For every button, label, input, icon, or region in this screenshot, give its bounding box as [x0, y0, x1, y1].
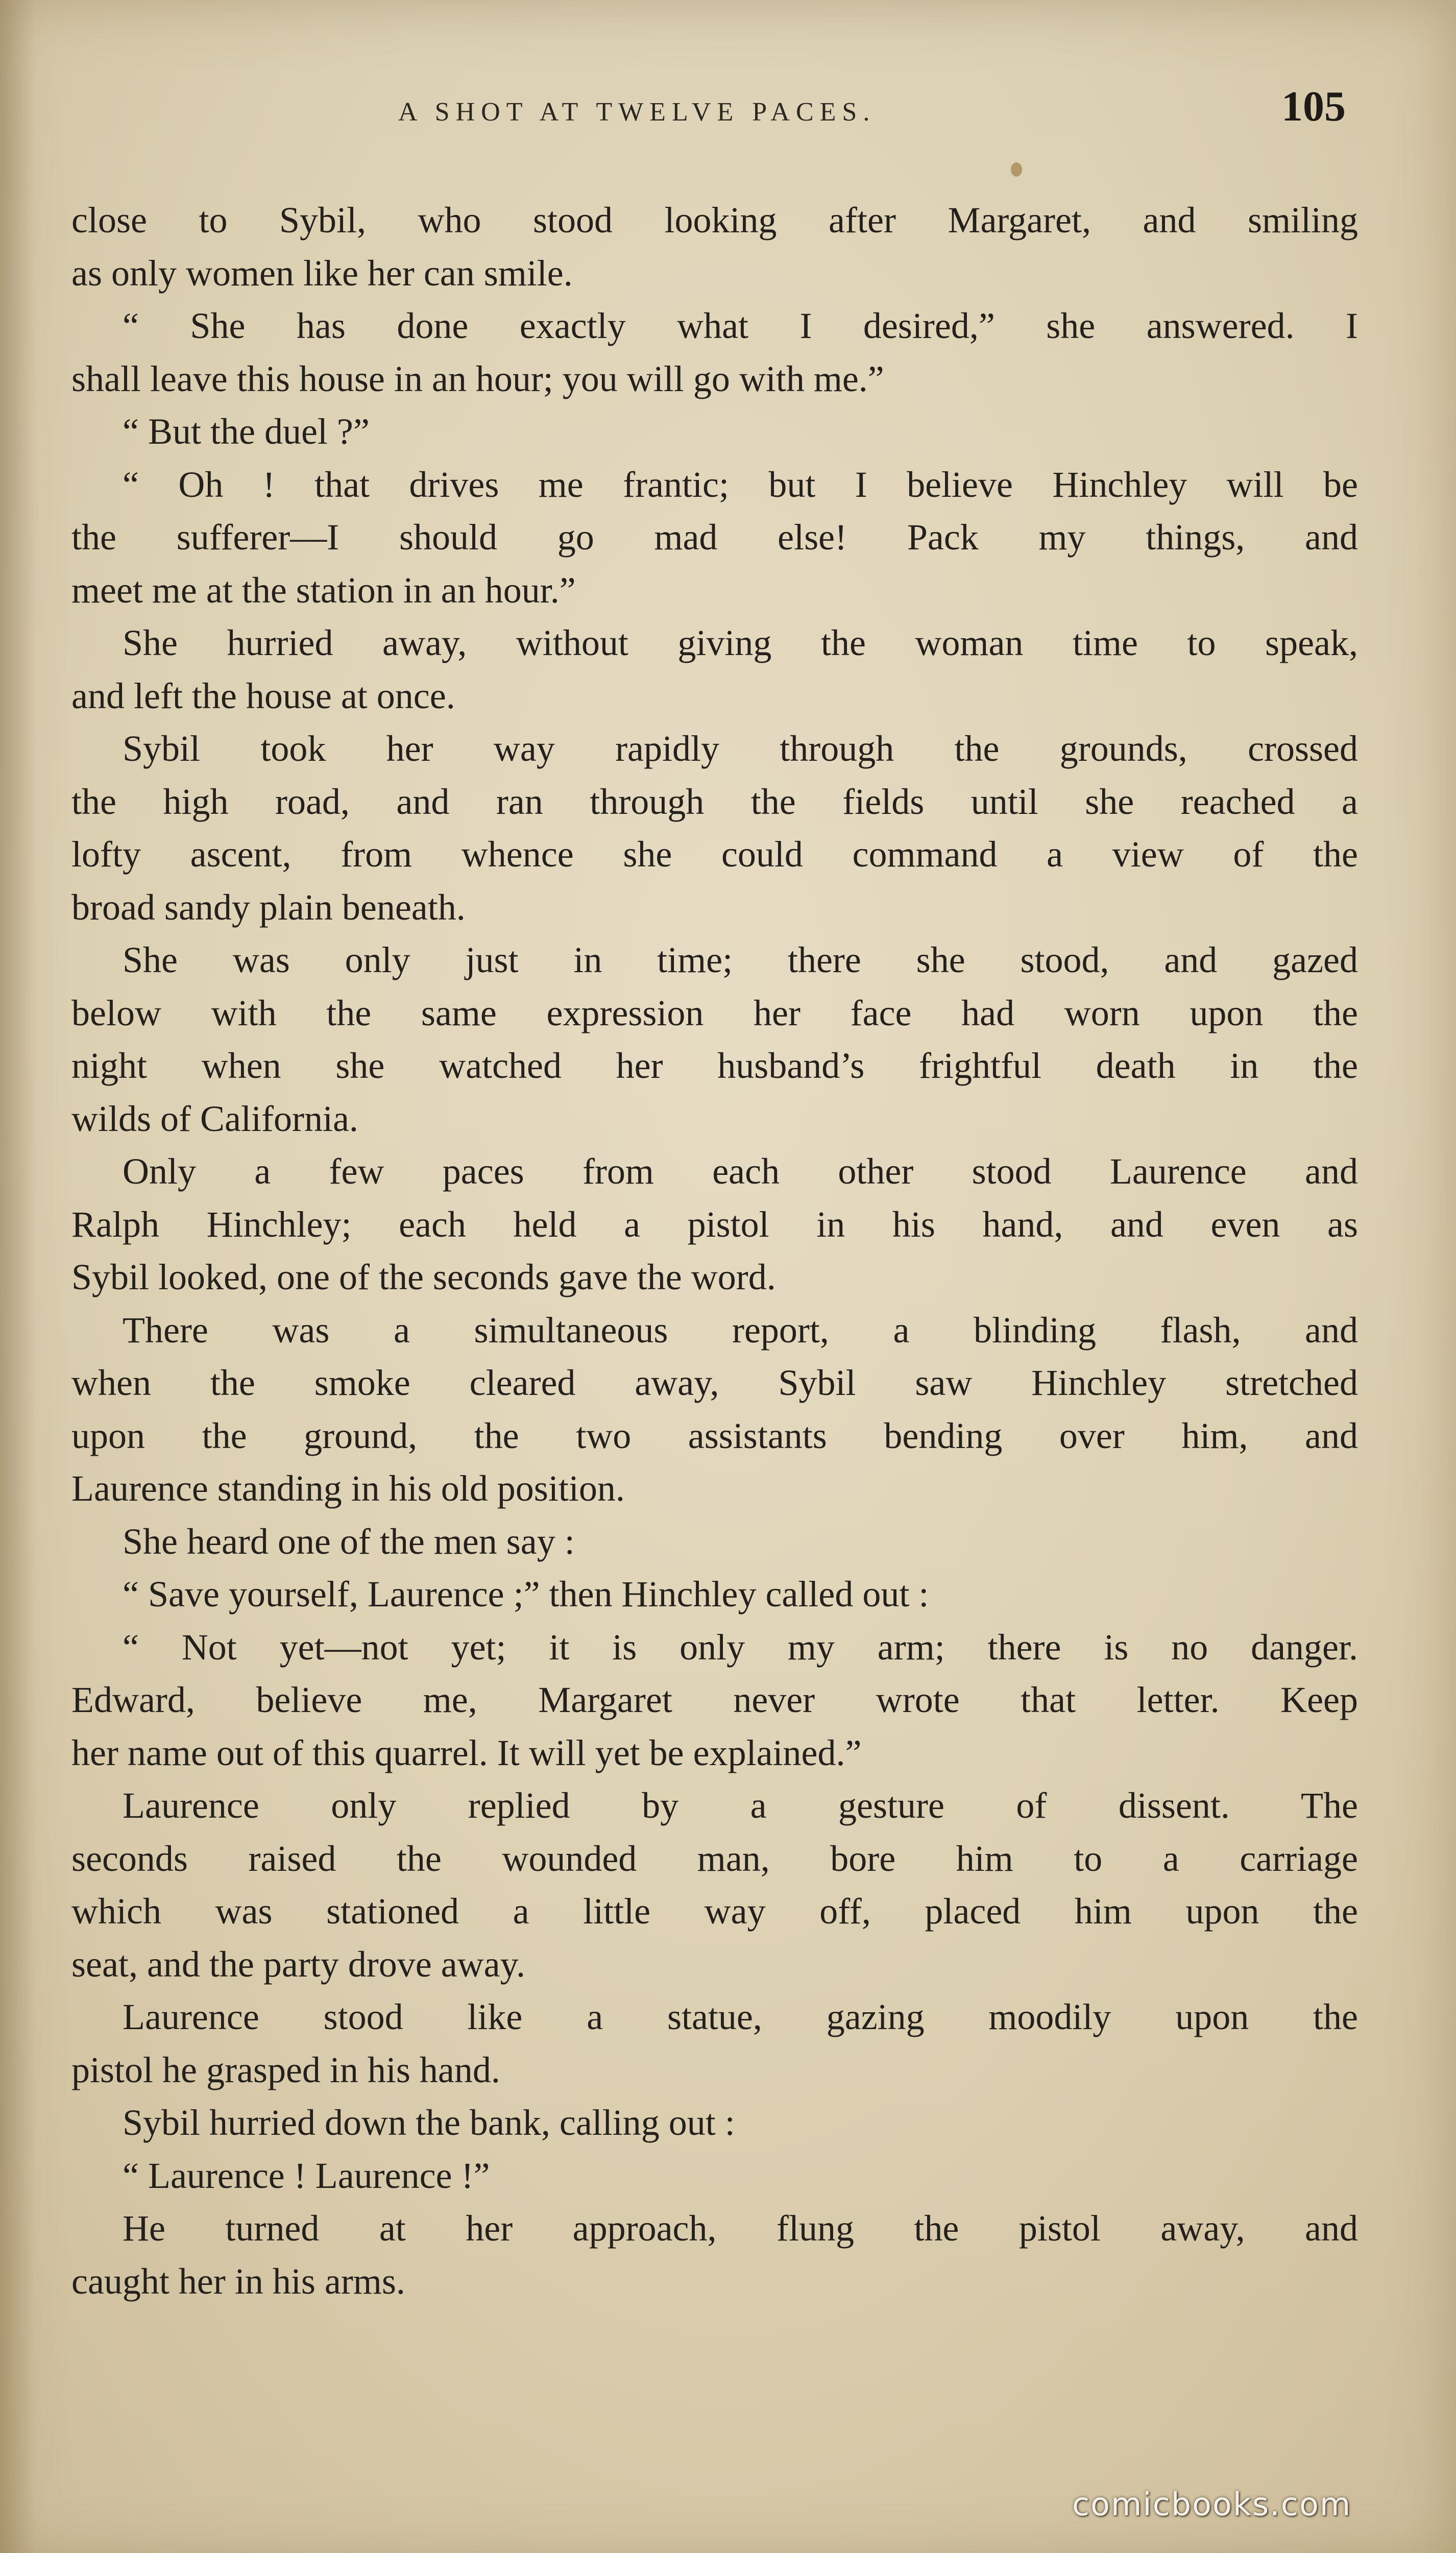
text-line: caught her in his arms. [71, 2260, 405, 2302]
text-line: “ Laurence ! Laurence !” [123, 2155, 490, 2196]
text-line: upon the ground, the two assistants bending over him, and [71, 1415, 1358, 1456]
text-line: her name out of this quarrel. It will yet be explained.” [71, 1732, 862, 1773]
text-line: Laurence only replied by a gesture of dissent. The [123, 1785, 1358, 1826]
text-line: She heard one of the men say : [123, 1521, 575, 1562]
text-line: broad sandy plain beneath. [71, 886, 466, 928]
text-line: She was only just in time; there she stood, and gazed [123, 940, 1358, 980]
text-line: There was a simultaneous report, a blinding flash, and [123, 1309, 1358, 1351]
text-line: Only a few paces from each other stood Laurence and [123, 1151, 1358, 1192]
text-line: below with the same expression her face had worn upon the [71, 992, 1358, 1033]
text-line: close to Sybil, who stood looking after Margaret, and smiling [71, 200, 1358, 240]
text-line: “ But the duel ?” [123, 411, 370, 452]
text-line: which was stationed a little way off, placed him upon the [71, 1891, 1358, 1932]
text-line: Laurence stood like a statue, gazing moodily upon the [123, 1996, 1358, 2037]
text-line: lofty ascent, from whence she could command a view of the [71, 834, 1358, 875]
text-line: meet me at the station in an hour.” [71, 569, 576, 611]
body-text [71, 194, 1358, 2308]
text-line: wilds of California. [71, 1098, 358, 1139]
text-line: pistol he grasped in his hand. [71, 2049, 500, 2090]
text-line: night when she watched her husband’s frightful death in the [71, 1045, 1358, 1086]
text-line: the sufferer—I should go mad else! Pack my things, and [71, 517, 1358, 558]
text-line: Sybil took her way rapidly through the grounds, crossed [123, 728, 1358, 769]
text-line: shall leave this house in an hour; you will go with me.” [71, 358, 884, 399]
spine-shadow [0, 0, 36, 2553]
text-line: when the smoke cleared away, Sybil saw Hinchley stretched [71, 1362, 1358, 1403]
text-line: and left the house at once. [71, 675, 455, 716]
text-line: seat, and the party drove away. [71, 1943, 525, 1985]
text-line: seconds raised the wounded man, bore him to a carriage [71, 1838, 1358, 1879]
text-line: Ralph Hinchley; each held a pistol in his hand, and even as [71, 1203, 1358, 1245]
text-line: “ Not yet—not yet; it is only my arm; there is no danger. [123, 1626, 1358, 1668]
text-line: Sybil looked, one of the seconds gave the word. [71, 1257, 776, 1297]
page-number: 105 [1281, 83, 1346, 130]
text-line: as only women like her can smile. [71, 252, 573, 294]
text-line: She hurried away, without giving the woman time to speak, [123, 622, 1358, 663]
text-line: Sybil hurried down the bank, calling out : [123, 2102, 735, 2143]
text-line: “ She has done exactly what I desired,” she answered. I [123, 305, 1358, 346]
ink-spot [1011, 162, 1022, 177]
text-line: Laurence standing in his old position. [71, 1468, 625, 1509]
watermark: comicbooks.com [1072, 2486, 1352, 2523]
text-line: the high road, and ran through the fields until she reached a [71, 781, 1358, 822]
text-line: “ Save yourself, Laurence ;” then Hinchley called out : [123, 1574, 929, 1615]
text-line: Edward, believe me, Margaret never wrote that letter. Keep [71, 1679, 1358, 1720]
running-title: A SHOT AT TWELVE PACES. [398, 98, 876, 127]
text-line: He turned at her approach, flung the pistol away, and [123, 2208, 1358, 2249]
text-line: “ Oh ! that drives me frantic; but I believe Hinchley will be [123, 464, 1358, 505]
